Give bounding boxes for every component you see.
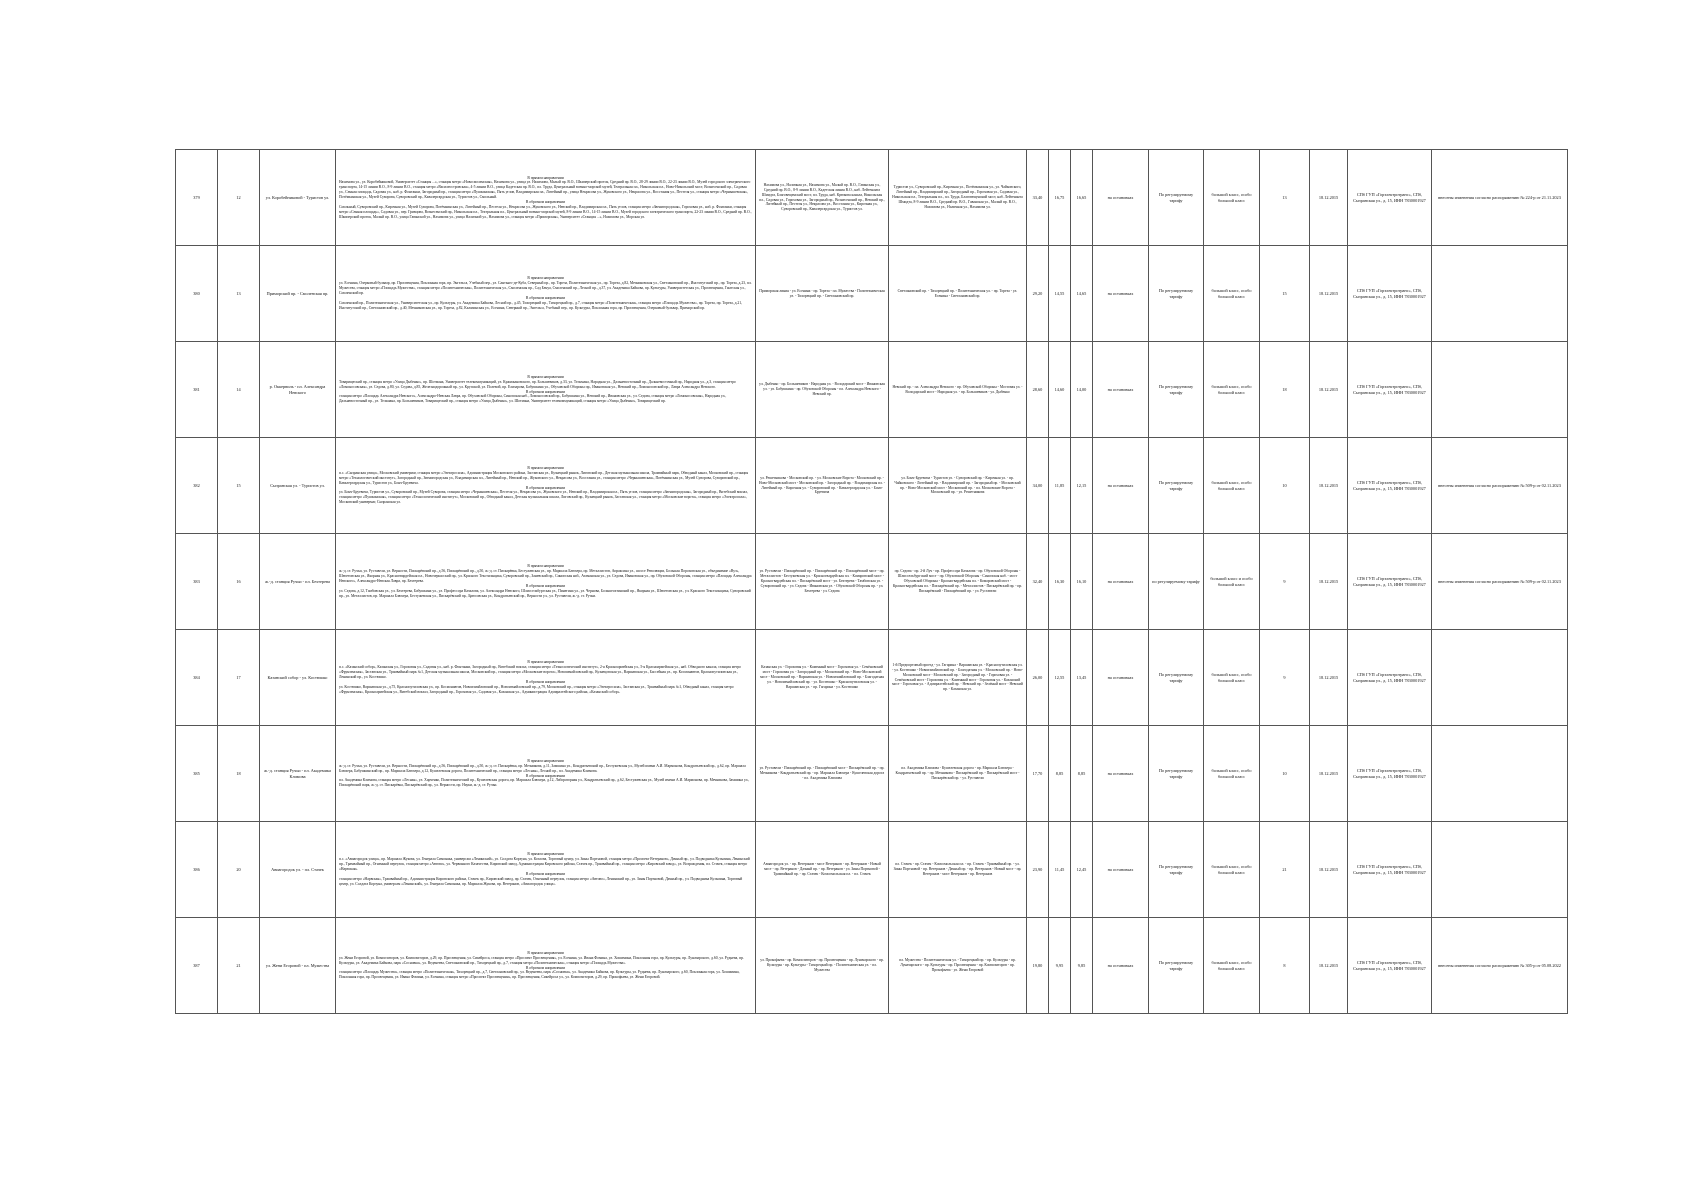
direction-forward-text: ул. Жени Егоровой, ул. Композиторов, ул. Композиторов, д.29, пр. Просвещения, ул. Сикейросa, станция метро «Проспект Просвещения», ул. Есенина, ул. Ивана Фомина, ул. Хошимина, Поклонная гора, пр. Культуры, пр. Луначарского, д.60, ул. Руднева, пр. Культуры, ул. Академика Байкова, парк «Сосновка», ул. Веденеева, Светлановский пр., Тихорецкий пр., д.7, станция метро «Политехническая», станция метро «Площадь Мужества». — [339, 955, 744, 965]
vehicle-class: большой класс, особо большой класс — [1204, 150, 1260, 246]
streets-back: пр. Седова - пр. 2-й Луч - пр. Профессора Качалова - пр. Обуховской Обороны - Шлиссельбургский мост - пр. Обуховской Обороны - Синопская наб. - мост Обуховской Обороны - Красногвардейская пл. - Комаровский мост - Красногвардейская пл. - Пискарёвский пр. - Металлистов - Пискарёвский пр. - пр. Пискарёвский - Пискарёвский пр. - ул. Руставели — [889, 534, 1027, 630]
route-name: ж.-д. станция Ручьи - пл. Бехтерева — [260, 534, 336, 630]
start-date: 18.12.2015 — [1310, 342, 1348, 438]
route-number: 21 — [218, 918, 260, 1014]
direction-back-text: станция метро «Площадь Александра Невского», Александро-Невская Лавра, пр. Обуховской Обороны, Синопская наб., Ломоносовский пр., Бабушкина ул., Невский пр., Ивановская ул., ул. Седова, станция метро «Ломоносовская», Народная ул., Дальневосточный пр., ул. Тельмана, пр. Большевиков, Товарищеский пр., станция метро «Улица Дыбенко», ул. Шотмана, Университет телекоммуникаций, станция метро «Улица Дыбенко», Товарищеский пр. — [339, 394, 727, 404]
vehicle-count: 18 — [1260, 342, 1310, 438]
direction-back-label: В обратном направлении — [525, 965, 566, 970]
table-row — [176, 630, 1568, 726]
direction-back-label: В обратном направлении — [525, 199, 566, 204]
streets-forward: Казанская ул. - Гороховая ул. - Каменный мост - Гороховая ул. - Семёновский мост - Гороховая ул. - Загородный пр. - Московский пр. - Ново-Московский мост - Московский пр. - Варшавская ул. - Новоизмайловский пр. - Благодатная ул. - Новоизмайловский пр. - ул. Костюшко - Краснопутиловская ул. - Варшавская ул. - пр. Гагарина - ул. Костюшко — [756, 630, 889, 726]
route-number: 20 — [218, 822, 260, 918]
route-streets — [336, 246, 756, 342]
direction-forward-label: В прямом направлении — [527, 758, 564, 763]
direction-forward-text: п.с. «Казанский собор», Казанская ул., Гороховая ул., Садовая ул., наб. р. Фонтанки, Загородный пр., Витебский вокзал, станция метро «Технологический институт», 2-я Красноармейская ул., 5-я Красноармейская ул., наб. Обводного канала, станция метро «Фрунзенская», Заставская ул., Трамвайный парк №1, Детская музыкальная школа, Московский пр., станция метро «Московские ворота», Новоизмайловский пр., Кузнецовская ул., Варшавская ул., Бассейная ул., пр. Космонавтов, Краснопутиловская ул., Ленинский пр., ул. Костюшко. — [339, 665, 742, 680]
route-number: 13 — [218, 246, 260, 342]
direction-back-text: станция метро «Площадь Мужества», станция метро «Политехническая», Тихорецкий пр., д.7, Светлановский пр., ул. Веденеева, парк «Сосновка», ул. Академика Байкова, пр. Культуры, ул. Руднева, пр. Луначарского, д.60, Поклонная гора, ул. Хошимина, Поклонная гора, пр. Просвещения, ул. Ивана Фомина, ул. Есенина, станция метро «Проспект Просвещения», пр. Просвещения, Сикейроса ул., ул. Композиторов, д.29, пр. Прокофьева, ул. Жени Егоровой. — [339, 970, 740, 980]
start-date: 18.12.2015 — [1310, 150, 1348, 246]
vehicle-count: 10 — [1260, 438, 1310, 534]
vehicle-class: большой класс, особо большой класс — [1204, 342, 1260, 438]
route-length-forward: 14,60 — [1049, 342, 1071, 438]
vehicle-class: большой класс, особо большой класс — [1204, 630, 1260, 726]
route-length-back: 12,15 — [1071, 438, 1093, 534]
streets-back: Невский пр. - пл. Александра Невского - пр. Обуховской Обороны - Мостовая ул. - Володарский мост - Народная ул. - пр. Большевиков - ул. Дыбенко — [889, 342, 1027, 438]
route-name: Приморский пр. - Смоленская пр. — [260, 246, 336, 342]
note — [1432, 822, 1568, 918]
streets-forward: Авиагородок ул. - пр. Ветеранов - мост Ветеранов - пр. Ветеранов - Новый мост - пр. Ветеранов - Дачный пр. - пр. Ветеранов - ул. Зины Портновой - Трамвайный пр. - пр. Стачек - Комсомольская пл. - пл. Стачек — [756, 822, 889, 918]
route-number: 16 — [218, 534, 260, 630]
direction-back-label: В обратном направлении — [525, 485, 566, 490]
streets-forward: ул. Дыбенко - пр. Большевиков - Народная ул. - Володарский мост - Ивановская ул. - ул. Бабушкина - пр. Обуховской Обороны - пл. Александра Невского - Невский пр. — [756, 342, 889, 438]
table-row — [176, 438, 1568, 534]
table-row — [176, 534, 1568, 630]
vehicle-count: 9 — [1260, 630, 1310, 726]
start-date: 18.12.2015 — [1310, 918, 1348, 1014]
route-length: 33,40 — [1027, 150, 1049, 246]
direction-forward-label: В прямом направлении — [527, 564, 564, 569]
vehicle-count: 21 — [1260, 822, 1310, 918]
registry-number: 386 — [176, 822, 218, 918]
direction-forward-label: В прямом направлении — [527, 852, 564, 857]
route-length-forward: 8,85 — [1049, 726, 1071, 822]
registry-number: 379 — [176, 150, 218, 246]
table-row — [176, 918, 1568, 1014]
stops-mode: на остановках — [1093, 342, 1149, 438]
route-streets — [336, 630, 756, 726]
stops-mode: на остановках — [1093, 822, 1149, 918]
direction-forward-label: В прямом направлении — [527, 660, 564, 665]
note — [1432, 630, 1568, 726]
registry-sheet — [175, 149, 1567, 1014]
direction-forward-label: В прямом направлении — [527, 374, 564, 379]
streets-forward: ул. Руставели - Пискарёвский пр. - Пискарёвский пр. - Пискарёвский мост - пр. Металлистов - Бестужевская ул. - Красногвардейская пл. - Комаровский мост - Красногвардейская пл. - Пискарёвский мост - ул. Бехтерева - Тамбовская ул. - Суворовский пр. - ул. Седова - Ивановская ул. - Обуховской Обороны пр. - ул. Бехтерева - ул. Седова — [756, 534, 889, 630]
tariff: по регулируемому тарифу — [1149, 534, 1204, 630]
streets-forward: ул. Решетникова - Московский пр. - ул. Московские Ворота - Московский пр. - Ново-Московский мост - Московский пр. - Загородный пр. - Владимирская пл. - Литейный пр. - Кирочная ул. - Суворовский пр. - Кавалергардская ул. - Бонч-Бруевича — [756, 438, 889, 534]
streets-forward: ул. Руставели - Пискарёвский пр. - Пискарёвский мост - Пискарёвский пр. - пр. Мечникова - Кондратьевский пр. - пр. Маршала Блюхера - Кушелевская дорога - пл. Академика Климова — [756, 726, 889, 822]
direction-forward-text: ж.-д. ст. Ручьи, ул. Руставели, ул. Верности, Пискарёвский пр., д.56, Пискарёвский пр., д.50, ж.-д. ст. Пискарёвка, пр. Мечникова, д.11, Замшина ул., Кондратьевский пр., Бестужевская ул., Музей имени А.И. Мармонова, Кондратьевский пр., д.62, пр. Маршала Блюхера, Бабушкинский пр., пр. Маршала Блюхера, д.12, Кушелевская дорога, Политехнический пр., станция метро «Лесная», Лесной пр., пл. Академика Климова. — [339, 763, 746, 773]
route-length-back: 16,10 — [1071, 534, 1093, 630]
vehicle-count: 10 — [1260, 726, 1310, 822]
start-date: 18.12.2015 — [1310, 246, 1348, 342]
direction-back-text: ул. Костюшко, Варшавская ул., д.75, Краснопутиловская ул., пр. Космонавтов, Новоизмайловский пр., Новоизмайловский пр., д.79, Московский пр., станция метро «Электросила», Заставская ул., Трамвайный парк №1, Обводный канал, станция метро «Фрунзенская», Красноармейская ул., Витебский вокзал, Загородный пр., Гороховая ул., Садовая ул., Казанская ул., Администрация Адмиралтейского района, «Казанский собор». — [339, 684, 734, 694]
route-length: 32,40 — [1027, 534, 1049, 630]
vehicle-class: большой класс, особо большой класс — [1204, 726, 1260, 822]
route-length-back: 8,85 — [1071, 726, 1093, 822]
streets-forward: Нахимова ул., Наличная ул., Нахимова ул., Малый пр. В.О., Гаванская ул., Средний пр. В.О., 8-9 линии В.О., Кадетская линия В.О., наб. Лейтенанта Шмидта, Благовещенский мост, пл. Труда, наб. Крюкова канала, Никольская пл., Садовая ул., Гороховая ул., Загородный пр., Вознесенский пр., Невский пр., Литейный пр., Пестеля ул., Некрасова ул., Восстания ул., Кирочная ул., Суворовский пр., Кавалергардская ул., Туристов ул. — [756, 150, 889, 246]
direction-forward-label: В прямом направлении — [527, 466, 564, 470]
start-date: 18.12.2015 — [1310, 438, 1348, 534]
tariff: По регулируемому тарифу — [1149, 342, 1204, 438]
direction-forward-text: п.с. «Сызранская улица», Московский универмаг, станция метро «Электросила», Администрация Московского района, Заставская ул., Кузнецкий рынок, Лиговский пр., Детская музыкальная школа, Трамвайный парк, Обводный канал, Московский пр., станция метро «Технологический институт», Загородный пр., Звенигородская ул., Владимирская пл., Литейный пр., Невский пр., Жуковского ул., Некрасова ул., Восстания ул., станция метро «Чернышевская», Потёмкинская ул., Музей Суворова, Суворовский пр., Кавалергардская ул., Туристов ул., Бонч-Бруевича. — [339, 470, 749, 485]
direction-forward-text: ж.-д. ст. Ручьи, ул. Руставели, ул. Верности, Пискарёвский пр., д.56, Пискарёвский пр., д.50, ж.-д. ст. Пискарёвка, Бестужевская ул., пр. Маршала Блюхера, пр. Металлистов, Апраксина ул., шоссе Революции, Большая Пороховская ул., объединение «Вуз», Шепетовская ул., Якорная ул., Красногвардейская пл., Новочеркасский пр., ул. Красного Текстильщика, Суворовский пр., Заневский пр., Синопская наб., Атаманская ул., ул. Седова, Ивановская ул., пр. Обуховской Обороны, станция метро «Площадь Александра Невского», Александро-Невская Лавра, пр. Бехтерева. — [339, 569, 752, 584]
direction-forward-label: В прямом направлении — [527, 276, 564, 281]
streets-back: пл. Академика Климова - Кушелевская дорога - пр. Маршала Блюхера - Кондратьевский пр. - пр. Мечникова - Пискарёвский пр. - Пискарёвский мост - Пискарёвский пр. - ул. Руставели — [889, 726, 1027, 822]
vehicle-class: большой класс, особо большой класс — [1204, 918, 1260, 1014]
registry-number: 387 — [176, 918, 218, 1014]
tariff: По регулируемому тарифу — [1149, 726, 1204, 822]
carrier: СПб ГУП «Горэлектротранс», СПб, Сызранская ул., д. 15, ИНН 7830001927 — [1348, 534, 1432, 630]
route-length-back: 12,45 — [1071, 822, 1093, 918]
tariff: По регулируемому тарифу — [1149, 246, 1204, 342]
carrier: СПб ГУП «Горэлектротранс», СПб, Сызранская ул., д. 15, ИНН 7830001927 — [1348, 246, 1432, 342]
direction-back-text: станция метро «Нарвская», Трамвайный пр., Администрация Кировского района, Стачек пр., Кировский завод, пр. Стачек, Огненный переулок, станция метро «Автово», Ленинский пр., ул. Зины Портновой, Дачный пр., ул. Подводника Кузьмина, Торговый центр, ул. Солдата Корзуна, универсам «Ленинский», ул. Генерала Симоняка, пр. Маршала Жукова, пр. Ветеранов, «Авиагородок улица». — [339, 876, 743, 886]
carrier: СПб ГУП «Горэлектротранс», СПб, Сызранская ул., д. 15, ИНН 7830001927 — [1348, 342, 1432, 438]
route-length: 34,00 — [1027, 438, 1049, 534]
route-number: 14 — [218, 342, 260, 438]
route-length-back: 9,85 — [1071, 918, 1093, 1014]
note — [1432, 342, 1568, 438]
vehicle-class: большой класс, особо большой класс — [1204, 246, 1260, 342]
route-number: 18 — [218, 726, 260, 822]
direction-back-text: Смольный, Суворовский пр., Кирочная ул., Музей Суворова, Потёмкинская ул., Литейный пр., Пестеля ул., Некрасова ул., Жуковского ул., Невский пр., Владимирская пл., Пять углов, станция метро «Звенигородская», Гороховая ул., наб. р. Фонтанки, станция метро «Сенная площадь», Садовая ул., пер. Гривцова, Вознесенский пр., Никольская пл., Театральная пл., Центральный военно-морской музей, 8-9 линии В.О., 14-15 линии В.О., Музей городского электрического транспорта, 22-23 линии В.О., Средний пр. В.О., Шкиперский проток, Малый пр. В.О., улица Гаванской ул., Нахимова ул., улица Наличной ул., Нахимова ул., станция метро «Приморская», Университет «Станция ...», Нахимова ул., Морская ул. — [339, 204, 752, 219]
table-row — [176, 246, 1568, 342]
direction-forward-text: Нахимова ул., ул. Коробейниковой, Университет «Станция ...», станция метро «Новосмоленская», Нахимова ул., улица ул. Нахимова, Малый пр. В.О., Шкиперский проток, Средний пр. В.О., 28-29 линии В.О., 22-23 линии В.О., Музей городского электрического транспорта, 14-15 линии В.О., 8-9 линии В.О., станция метро «Василеостровская», 4-5 линии В.О., улица Кадетская пр. В.О., пл. Труда, Центральный военно-морской музей, Театральная пл., Никольская пл., Ново-Никольский мост, Вознесенский пр., Садовая ул., Сенная площадь, Садовая ул., наб. р. Фонтанки, Загородный пр., станция метро «Пушкинская», Пять углов, Владимирская пл., Литейный пр., улица Некрасова ул., Жуковского ул., Некрасова ул., Восстания ул., Пестеля ул., станция метро «Чернышевская», Потёмкинская ул., Музей Суворова, Суворовский пр., Кавалергардская ул., Туристов ул., Смольный. — [339, 180, 751, 200]
direction-back-text: Смоленский пр., Политехническая ул., Университетская ул., пр. Культуры, ул. Академика Байкова, Лесной пр., д.45, Тихорецкий пр., Тихорецкий пр., д.7, станция метро «Политехническая», станция метро «Площадь Мужества», пр. Тореза, пр. Тореза, д.21, Институтский пр., Светлановский пр., д.40, Мечниковская ул., пр. Тореза, д.82, Калязинская ул., Есенина, Северный пр., Энгельса, Учебный пер., пр. Культуры, Поклонная гора, пр. Просвещения, Озерковый бульвар, Приморский пр. — [339, 300, 742, 310]
streets-back: 1-й Предпортовый проезд - ул. Гагарина - Варшавская ул. - Краснопутиловская ул. - ул. Костюшко - Новоизмайловский пр. - Благодатная ул. - Московский пр. - Ново-Московский мост - Московский пр. - Загородный пр. - Гороховая ул. - Семёновский мост - Гороховая ул. - Каменный мост - Гороховая ул. - Казанский мост - Гороховая ул. - Адмиралтейский пр. - Невский пр. - Зелёный мост - Невский пр. - Казанская ул. — [889, 630, 1027, 726]
streets-back: пл. Мужества - Политехническая ул. - Тихорецкий пр. - пр. Культуры - пр. Луначарского - пр. Культуры - пр. Просвещения - пр. Композиторов - пр. Прокофьева - ул. Жени Егоровой — [889, 918, 1027, 1014]
vehicle-count: 8 — [1260, 918, 1310, 1014]
route-length: 23,90 — [1027, 822, 1049, 918]
route-streets — [336, 534, 756, 630]
carrier: СПб ГУП «Горэлектротранс», СПб, Сызранская ул., д. 15, ИНН 7830001927 — [1348, 822, 1432, 918]
vehicle-count: 9 — [1260, 534, 1310, 630]
stops-mode: на остановках — [1093, 534, 1149, 630]
direction-forward-text: ул. Есенина, Озерковый бульвар, пр. Просвещения, Поклонная гора, пр. Энгельса, Учебный пер., ул. Сантьяго-де-Куба, Северный пр., пр. Тореза, Политехническая ул., пр. Тореза, д.82, Мечниковская ул., Светлановский пр., Институтский пр., пр. Тореза, д.23, пл. Мужества, станция метро «Площадь Мужества», станция метро «Политехническая», Политехническая ул., Смоленская пр., Сад Бенуа, Смоленский пр., Лесной пр., д.37, ул. Академика Байкова, пр. Культуры, Университетская ул., Просвещения, Гжатская ул., Смоленский пр. — [339, 281, 752, 296]
registry-number: 380 — [176, 246, 218, 342]
note: внесены изменения согласно распоряжению № 224-р от 21.11.2023 — [1432, 150, 1568, 246]
note: внесены изменения согласно распоряжению № 509-р от 02.11.2023 — [1432, 438, 1568, 534]
route-name: ул. Коробейниковой - Туристов ул. — [260, 150, 336, 246]
direction-back-label: В обратном направлении — [525, 871, 566, 876]
note — [1432, 246, 1568, 342]
stops-mode: на остановках — [1093, 630, 1149, 726]
route-streets — [336, 150, 756, 246]
stops-mode: на остановках — [1093, 150, 1149, 246]
route-streets — [336, 726, 756, 822]
direction-forward-label: В прямом направлении — [527, 950, 564, 955]
tariff: По регулируемому тарифу — [1149, 822, 1204, 918]
routes-table — [175, 149, 1568, 1014]
streets-back: ул. Бонч-Бруевича - Туристов ул. - Суворовский пр. - Кирочная ул. - пр. Чайковского - Литейный пр. - Владимирский пр. - Загородный пр. - Московский пр. - Ново-Московский мост - Московский пр. - пл. Московские Ворота - Московский пр. - ул. Решетникова — [889, 438, 1027, 534]
route-streets — [336, 342, 756, 438]
direction-forward-label: В прямом направлении — [527, 175, 564, 180]
table-row — [176, 822, 1568, 918]
route-name: Сызранская ул. - Туристов ул. — [260, 438, 336, 534]
start-date: 18.12.2015 — [1310, 726, 1348, 822]
table-row — [176, 726, 1568, 822]
start-date: 18.12.2015 — [1310, 534, 1348, 630]
route-length-forward: 11,45 — [1049, 822, 1071, 918]
direction-back-text: пл. Академика Климова, станция метро «Лесная», ул. Харченко, Политехнический пр., Кушелевская дорога, пр. Маршала Блюхера, д.12, Лабораторная ул., Кондратьевский пр., д.62, Бестужевская ул., Музей имени А.И. Мармонова, пр. Мечникова, Замшина ул., Пискарёвский парк, ж.-д. ст. Пискарёвка, Пискарёвский пр., ул. Верности, пр. Науки, ж.-д. ст. Ручьи. — [339, 778, 750, 788]
direction-forward-text: Товарищеский пр., станция метро «Улица Дыбенко», пр. Шотмана, Университет телекоммуникаций, ул. Кржижановского, пр. Большевиков, д.33, ул. Тельмана, Народная ул., Дальневосточный пр., Дальневосточный пр., Народная ул., д.3, станция метро «Ломоносовская», ул. Седова, д.80, ул. Седова, д.85, Железнодорожный пр., ул. Крупской, ул. Полевой, пр. Елизарова, Бабушкина ул., Обуховской Обороны пр., Ивановская ул., Невский пр., Ломоносовский пр., Лавра Александра Невского. — [339, 379, 736, 389]
route-name: р. Оккервиль - пл. Александра Невского — [260, 342, 336, 438]
note: внесены изменения согласно распоряжению № 509-р от 02.11.2023 — [1432, 534, 1568, 630]
route-name: Авиагородок ул. - пл. Стачек — [260, 822, 336, 918]
carrier: СПб ГУП «Горэлектротранс», СПб, Сызранская ул., д. 15, ИНН 7830001927 — [1348, 438, 1432, 534]
route-length-forward: 14,55 — [1049, 246, 1071, 342]
carrier: СПб ГУП «Горэлектротранс», СПб, Сызранская ул., д. 15, ИНН 7830001927 — [1348, 150, 1432, 246]
table-row — [176, 342, 1568, 438]
streets-back: Туристов ул., Суворовский пр., Кирочная ул., Потёмкинская ул., ул. Чайковского, Литейный пр., Владимирский пр., Загородный пр., Гороховая ул., Садовая ул., Никольская пл., Театральная пл., пл. Труда, Благовещенский мост, наб. Лейтенанта Шмидта, 8-9 линии В.О., Средний пр. В.О., Гаванская ул., Малый пр. В.О., Нахимова ул., Наличная ул., Нахимова ул. — [889, 150, 1027, 246]
route-name: ул. Жени Егоровой - пл. Мужества — [260, 918, 336, 1014]
route-length-forward: 12,55 — [1049, 630, 1071, 726]
vehicle-class: большой класс, особо большой класс — [1204, 438, 1260, 534]
streets-back: пл. Стачек - пр. Стачек - Комсомольская пл. - пр. Стачек - Трамвайный пр. - ул. Зины Портновой - пр. Ветеранов - Дачный пр. - пр. Ветеранов - Новый мост - пр. Ветеранов - мост Ветеранов - пр. Ветеранов — [889, 822, 1027, 918]
note — [1432, 726, 1568, 822]
direction-back-label: В обратном направлении — [525, 295, 566, 300]
route-length: 28,60 — [1027, 342, 1049, 438]
route-number: 12 — [218, 150, 260, 246]
streets-forward: Приморская линия - ул. Есенина - пр. Тореза - пл. Мужества - Политехническая ул. - Тихорецкий пр. - Светлановский пр. — [756, 246, 889, 342]
carrier: СПб ГУП «Горэлектротранс», СПб, Сызранская ул., д. 15, ИНН 7830001927 — [1348, 726, 1432, 822]
route-length-back: 16,65 — [1071, 150, 1093, 246]
route-streets — [336, 918, 756, 1014]
direction-back-label: В обратном направлении — [525, 389, 566, 394]
route-length: 17,70 — [1027, 726, 1049, 822]
note: внесены изменения согласно распоряжению № 305-р от 05.08.2022 — [1432, 918, 1568, 1014]
registry-number: 383 — [176, 534, 218, 630]
direction-back-label: В обратном направлении — [525, 679, 566, 684]
tariff: По регулируемому тарифу — [1149, 630, 1204, 726]
route-length-forward: 16,75 — [1049, 150, 1071, 246]
route-length: 19,80 — [1027, 918, 1049, 1014]
route-length-back: 14,00 — [1071, 342, 1093, 438]
direction-back-label: В обратном направлении — [525, 773, 566, 778]
route-streets — [336, 438, 756, 534]
table-body — [176, 150, 1568, 1014]
vehicle-count: 13 — [1260, 150, 1310, 246]
route-number: 15 — [218, 438, 260, 534]
direction-back-text: ул. Седова, д.12, Тамбовская ул., ул. Бехтерева, Бабушкина ул., ул. Профессора Качалова, ул. Александра Невского, Шлиссельбургская ул., Пинегина ул., ул. Чернова, Большеохтинский пр., Якорная ул., Шепетовская ул., ул. Красного Текстильщика, Суворовский пр., ул. Металлистов, пр. Маршала Блюхера, Бестужевская ул., Пискарёвский пр., Брюсовская ул., Кондратьевский пр., Верности ул., ул. Руставели, ж.-д. ст. Ручьи. — [339, 588, 751, 598]
carrier: СПб ГУП «Горэлектротранс», СПб, Сызранская ул., д. 15, ИНН 7830001927 — [1348, 630, 1432, 726]
vehicle-count: 15 — [1260, 246, 1310, 342]
registry-number: 381 — [176, 342, 218, 438]
tariff: По регулируемому тарифу — [1149, 150, 1204, 246]
tariff: По регулируемому тарифу — [1149, 438, 1204, 534]
stops-mode: на остановках — [1093, 438, 1149, 534]
direction-back-label: В обратном направлении — [525, 583, 566, 588]
route-length: 29,20 — [1027, 246, 1049, 342]
route-length-forward: 9,95 — [1049, 918, 1071, 1014]
start-date: 18.12.2015 — [1310, 630, 1348, 726]
stops-mode: на остановках — [1093, 726, 1149, 822]
stops-mode: на остановках — [1093, 246, 1149, 342]
route-streets — [336, 822, 756, 918]
registry-number: 385 — [176, 726, 218, 822]
route-name: Казанский собор - ул. Костюшко — [260, 630, 336, 726]
carrier: СПб ГУП «Горэлектротранс», СПб, Сызранская ул., д. 15, ИНН 7830001927 — [1348, 918, 1432, 1014]
route-number: 17 — [218, 630, 260, 726]
route-name: ж.-д. станция Ручьи - пл. Академика Климова — [260, 726, 336, 822]
start-date: 18.12.2015 — [1310, 822, 1348, 918]
route-length-back: 13,45 — [1071, 630, 1093, 726]
vehicle-class: большой класс и особо большой класс — [1204, 534, 1260, 630]
registry-number: 384 — [176, 630, 218, 726]
streets-back: Светлановский пр. - Тихорецкий пр. - Политехническая ул. - пр. Тореза - ул. Есенина - Светлановский пр. — [889, 246, 1027, 342]
tariff: По регулируемому тарифу — [1149, 918, 1204, 1014]
direction-forward-text: п.с. «Авиагородок улица», пр. Маршала Жукова, ул. Генерала Симоняка, универсам «Ленинский», ул. Солдата Корзуна, ул. Козлова, Торговый центр, ул. Зины Портновой, станция метро «Проспект Ветеранов», Дачный пр., ул. Подводника Кузьмина, Ленинский пр., Трамвайный пр., Огненный переулок, станция метро «Автово», ул. Червонного Казачества, Кировский завод, Администрация Кировского района, Стачек пр., Трамвайный пр., станция метро «Кировский завод», ул. Возрождения, пл. Стачек, станция метро «Нарвская». — [339, 857, 750, 872]
route-length-back: 14,65 — [1071, 246, 1093, 342]
route-length-forward: 11,85 — [1049, 438, 1071, 534]
route-length: 26,00 — [1027, 630, 1049, 726]
route-length-forward: 16,30 — [1049, 534, 1071, 630]
direction-back-text: ул. Бонч-Бруевича, Туристов ул., Суворовский пр., Музей Суворова, станция метро «Чернышевская», Пестеля ул., Некрасова ул., Жуковского ул., Невский пр., Владимирская пл., Пять углов, станция метро «Звенигородская», Загородный пр., Витебский вокзал, станция метро «Пушкинская», станция метро «Технологический институт», Московский пр., Обводный канал, Детская музыкальная школа, Лиговский пр., Кузнецкий рынок, Заставская ул., станция метро «Московские ворота», станция метро «Электросила», Московский универмаг, Сызранская ул. — [339, 490, 749, 505]
stops-mode: на остановках — [1093, 918, 1149, 1014]
registry-number: 382 — [176, 438, 218, 534]
vehicle-class: большой класс, особо большой класс — [1204, 822, 1260, 918]
streets-forward: ул. Прокофьева - пр. Композиторов - пр. Просвещения - пр. Луначарского - пр. Культуры - пр. Культуры - Тихорецкий пр. - Политехническая ул. - пл. Мужества — [756, 918, 889, 1014]
table-row — [176, 150, 1568, 246]
